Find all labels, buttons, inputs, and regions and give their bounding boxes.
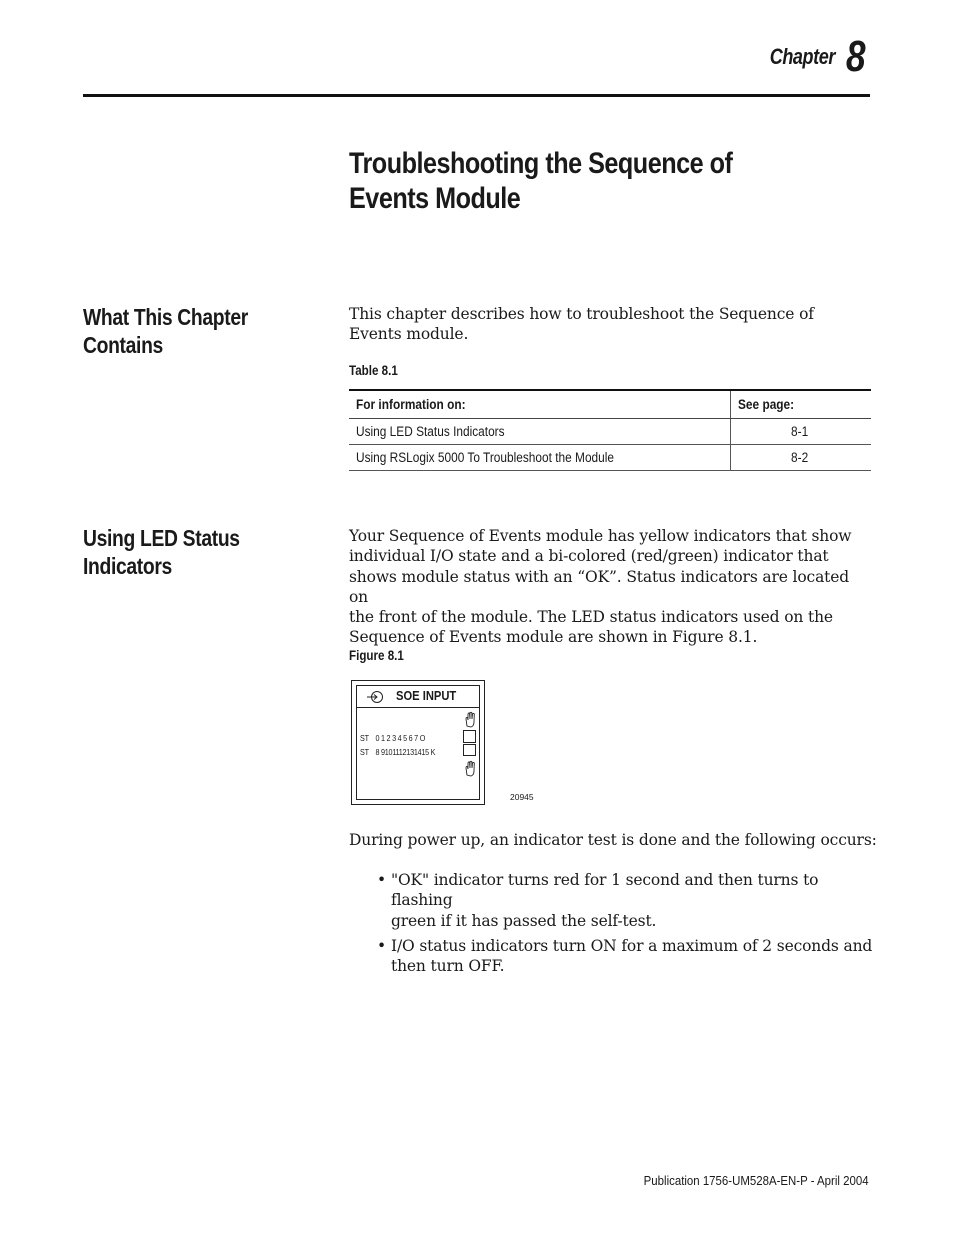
table-cell-page: 8-1 bbox=[731, 419, 872, 445]
chapter-label: Chapter bbox=[769, 44, 835, 69]
section-heading-led-status bbox=[83, 524, 301, 580]
led-number: 0 bbox=[375, 733, 380, 743]
contents-table bbox=[349, 389, 871, 471]
bullet-line: • "OK" indicator turns red for 1 second and then turns to flashing bbox=[391, 871, 819, 910]
chapter-number: 8 bbox=[846, 32, 866, 81]
hand-icon-top bbox=[463, 711, 477, 728]
power-up-bullets bbox=[377, 870, 877, 981]
led-number: 9 bbox=[381, 747, 385, 757]
ok-indicator-window-top bbox=[463, 730, 476, 743]
led-number: 10 bbox=[384, 747, 393, 757]
led-number: 3 bbox=[392, 733, 396, 743]
figure-caption: Figure 8.1 bbox=[349, 648, 404, 663]
bullet-line: green if it has passed the self-test. bbox=[391, 911, 657, 930]
led-number: 8 bbox=[375, 747, 380, 757]
hand-icon-bottom bbox=[463, 760, 477, 777]
paragraph-line: Events module. bbox=[349, 325, 469, 344]
led-row-2 bbox=[360, 747, 435, 757]
led-number: 7 bbox=[414, 733, 418, 743]
led-number: 4 bbox=[397, 733, 402, 743]
section-heading-line: Contains bbox=[83, 332, 163, 358]
table-header-page: See page: bbox=[731, 390, 872, 419]
paragraph-line: This chapter describes how to troubleshoot the Sequence of bbox=[349, 305, 814, 323]
table-header-topic: For information on: bbox=[349, 390, 731, 419]
led-number: 15 bbox=[421, 747, 429, 757]
status-label: ST bbox=[360, 747, 369, 757]
led-row-1 bbox=[360, 733, 425, 743]
bullet-line: • I/O status indicators turn ON for a maximum of 2 seconds and bbox=[391, 936, 873, 955]
paragraph-line: individual I/O state and a bi-colored (red/green) indicator that bbox=[349, 547, 829, 566]
table-header-row bbox=[349, 390, 871, 419]
table-cell-topic: Using RSLogix 5000 To Troubleshoot the Module bbox=[349, 445, 731, 471]
paragraph-line: the front of the module. The LED status indicators used on the bbox=[349, 608, 833, 627]
publication-text: Publication 1756-UM528A-EN-P - April 2004 bbox=[644, 1173, 869, 1188]
paragraph-line: Sequence of Events module are shown in Figure 8.1. bbox=[349, 628, 758, 647]
ok-label: O bbox=[419, 733, 426, 743]
ok-label: K bbox=[430, 747, 436, 757]
led-number: 11 bbox=[392, 747, 399, 757]
paragraph-line: shows module status with an “OK”. Status indicators are located on bbox=[349, 567, 850, 606]
led-paragraph bbox=[349, 526, 869, 648]
page-title-line2: Events Module bbox=[349, 182, 521, 215]
section-heading-line: What This Chapter bbox=[83, 304, 248, 330]
led-number: 12 bbox=[398, 747, 407, 757]
list-item bbox=[377, 870, 877, 931]
led-number: 6 bbox=[408, 733, 413, 743]
input-arrow-icon bbox=[365, 689, 387, 705]
led-number: 13 bbox=[406, 747, 414, 757]
table-cell-page: 8-2 bbox=[731, 445, 872, 471]
led-number: 14 bbox=[413, 747, 422, 757]
table-row bbox=[349, 419, 871, 445]
module-label: SOE INPUT bbox=[396, 688, 457, 703]
page-title bbox=[349, 146, 752, 216]
paragraph-line: Your Sequence of Events module has yellow indicators that show bbox=[349, 527, 852, 545]
header-rule bbox=[83, 94, 870, 97]
power-up-paragraph: During power up, an indicator test is done and the following occurs: bbox=[349, 831, 877, 849]
led-number: 2 bbox=[386, 733, 391, 743]
table-cell-topic: Using LED Status Indicators bbox=[349, 419, 731, 445]
led-number: 5 bbox=[403, 733, 407, 743]
status-label: ST bbox=[360, 733, 369, 743]
table-caption: Table 8.1 bbox=[349, 363, 398, 378]
publication-footer bbox=[600, 1173, 869, 1188]
figure-code: 20945 bbox=[510, 792, 534, 802]
section-heading-line: Indicators bbox=[83, 553, 172, 579]
page-title-line1: Troubleshooting the Sequence of bbox=[349, 147, 733, 180]
bullet-line: then turn OFF. bbox=[391, 957, 505, 976]
ok-indicator-window-bottom bbox=[463, 744, 476, 756]
table-row bbox=[349, 445, 871, 471]
list-item bbox=[377, 936, 877, 977]
section-heading-line: Using LED Status bbox=[83, 525, 240, 551]
intro-paragraph bbox=[349, 304, 849, 345]
led-number: 1 bbox=[381, 733, 385, 743]
section-heading-chapter-contains bbox=[83, 303, 301, 359]
